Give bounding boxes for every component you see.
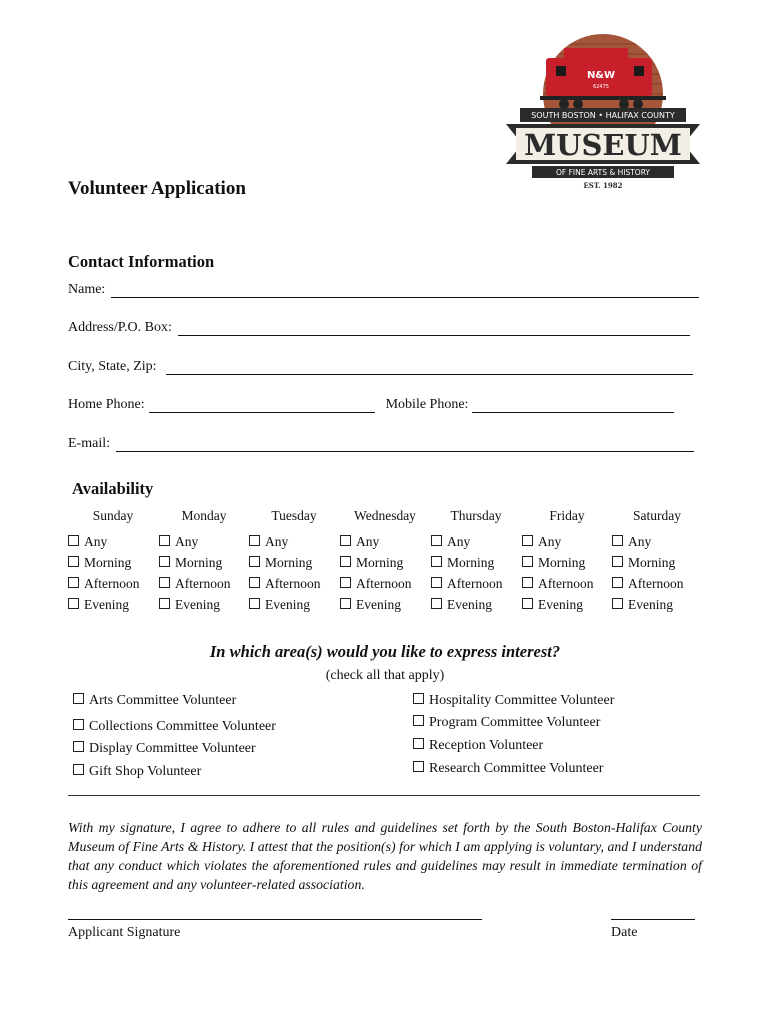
- checkbox-icon[interactable]: [159, 535, 170, 546]
- home-phone-field[interactable]: [149, 398, 375, 413]
- checkbox-icon[interactable]: [522, 598, 533, 609]
- checkbox-icon[interactable]: [413, 715, 424, 726]
- checkbox-option[interactable]: Morning: [612, 555, 702, 576]
- checkbox-icon[interactable]: [249, 556, 260, 567]
- email-label: E-mail:: [68, 436, 110, 451]
- day-name: Monday: [181, 508, 227, 523]
- checkbox-icon[interactable]: [431, 577, 442, 588]
- checkbox-icon[interactable]: [612, 556, 623, 567]
- day-column-monday: [159, 508, 249, 618]
- day-column-sunday: [68, 508, 158, 618]
- checkbox-icon[interactable]: [431, 535, 442, 546]
- checkbox-option[interactable]: Afternoon: [522, 576, 612, 597]
- address-field[interactable]: [178, 321, 690, 336]
- interest-option[interactable]: Display Committee Volunteer: [73, 741, 256, 757]
- checkbox-icon[interactable]: [612, 598, 623, 609]
- svg-text:SOUTH BOSTON • HALIFAX COUNTY: SOUTH BOSTON • HALIFAX COUNTY: [531, 111, 675, 120]
- checkbox-icon[interactable]: [522, 577, 533, 588]
- checkbox-option[interactable]: Morning: [340, 555, 430, 576]
- interest-option[interactable]: Hospitality Committee Volunteer: [413, 693, 614, 709]
- city-label: City, State, Zip:: [68, 359, 157, 374]
- checkbox-icon[interactable]: [159, 598, 170, 609]
- email-field[interactable]: [116, 437, 694, 452]
- checkbox-option[interactable]: Evening: [340, 597, 430, 618]
- checkbox-icon[interactable]: [522, 556, 533, 567]
- svg-text:EST. 1982: EST. 1982: [583, 181, 623, 190]
- section-divider: [68, 795, 700, 796]
- name-row: [68, 282, 699, 298]
- availability-heading: Availability: [72, 479, 154, 498]
- attestation-text: With my signature, I agree to adhere to all rules and guidelines set forth by the South Boston-Halifax County Museum of Fine Arts & History. I attest that the position(s) for which I am applying is voluntary, and I understand that any conduct which violates the aforementioned rules and guidelines may result in immediate termination of this agreement and any volunteer-related association.: [68, 820, 702, 892]
- checkbox-icon[interactable]: [159, 556, 170, 567]
- day-name: Wednesday: [354, 508, 416, 523]
- checkbox-option[interactable]: Morning: [159, 555, 249, 576]
- day-column-saturday: [612, 508, 702, 618]
- home-phone-label: Home Phone:: [68, 397, 145, 412]
- checkbox-icon[interactable]: [522, 535, 533, 546]
- svg-text:N&W: N&W: [586, 70, 616, 81]
- checkbox-option[interactable]: Afternoon: [249, 576, 339, 597]
- day-name: Sunday: [92, 508, 134, 523]
- checkbox-option[interactable]: Afternoon: [68, 576, 158, 597]
- name-field[interactable]: [111, 283, 699, 298]
- checkbox-option[interactable]: Any: [249, 534, 339, 555]
- checkbox-icon[interactable]: [73, 719, 84, 730]
- checkbox-icon[interactable]: [249, 535, 260, 546]
- checkbox-icon[interactable]: [431, 598, 442, 609]
- city-row: [68, 359, 693, 375]
- day-name: Saturday: [633, 508, 681, 523]
- day-column-tuesday: [249, 508, 339, 618]
- checkbox-icon[interactable]: [249, 577, 260, 588]
- checkbox-option[interactable]: Any: [68, 534, 158, 555]
- signature-line[interactable]: [68, 919, 482, 920]
- svg-text:OF FINE ARTS & HISTORY: OF FINE ARTS & HISTORY: [555, 168, 651, 177]
- checkbox-option[interactable]: Any: [612, 534, 702, 555]
- checkbox-option[interactable]: Any: [159, 534, 249, 555]
- checkbox-icon[interactable]: [413, 761, 424, 772]
- checkbox-option[interactable]: Any: [340, 534, 430, 555]
- checkbox-option[interactable]: Evening: [431, 597, 521, 618]
- checkbox-option[interactable]: Morning: [68, 555, 158, 576]
- phone-row: [68, 397, 674, 413]
- name-label: Name:: [68, 282, 106, 297]
- day-column-thursday: [431, 508, 521, 618]
- checkbox-icon[interactable]: [612, 535, 623, 546]
- checkbox-icon[interactable]: [73, 764, 84, 775]
- checkbox-option[interactable]: Afternoon: [431, 576, 521, 597]
- interest-option[interactable]: Gift Shop Volunteer: [73, 764, 201, 780]
- day-column-friday: [522, 508, 612, 618]
- interest-note: (check all that apply): [325, 668, 445, 683]
- address-row: [68, 320, 690, 336]
- day-name: Friday: [549, 508, 585, 523]
- mobile-phone-label: Mobile Phone:: [385, 397, 469, 412]
- checkbox-icon[interactable]: [73, 741, 84, 752]
- checkbox-icon[interactable]: [413, 738, 424, 749]
- checkbox-option[interactable]: Evening: [68, 597, 158, 618]
- checkbox-option[interactable]: Afternoon: [159, 576, 249, 597]
- city-field[interactable]: [166, 360, 693, 375]
- svg-text:62475: 62475: [593, 84, 609, 90]
- checkbox-option[interactable]: Afternoon: [340, 576, 430, 597]
- email-row: [68, 436, 694, 452]
- checkbox-option[interactable]: Afternoon: [612, 576, 702, 597]
- checkbox-option[interactable]: Morning: [431, 555, 521, 576]
- museum-logo: [506, 34, 700, 192]
- interest-option[interactable]: Collections Committee Volunteer: [73, 719, 276, 735]
- svg-text:MUSEUM: MUSEUM: [524, 128, 682, 162]
- date-line[interactable]: [611, 919, 695, 920]
- interest-option[interactable]: Reception Volunteer: [413, 738, 543, 754]
- checkbox-option[interactable]: Evening: [612, 597, 702, 618]
- contact-heading: Contact Information: [68, 252, 215, 271]
- checkbox-icon[interactable]: [159, 577, 170, 588]
- day-name: Tuesday: [271, 508, 317, 523]
- checkbox-option[interactable]: Morning: [522, 555, 612, 576]
- checkbox-option[interactable]: Evening: [522, 597, 612, 618]
- checkbox-icon[interactable]: [68, 556, 79, 567]
- checkbox-icon[interactable]: [68, 535, 79, 546]
- checkbox-icon[interactable]: [249, 598, 260, 609]
- checkbox-icon[interactable]: [612, 577, 623, 588]
- checkbox-option[interactable]: Evening: [159, 597, 249, 618]
- checkbox-icon[interactable]: [340, 598, 351, 609]
- checkbox-icon[interactable]: [73, 693, 84, 704]
- interest-option[interactable]: Arts Committee Volunteer: [73, 693, 236, 709]
- interest-question: In which area(s) would you like to express interest?: [209, 642, 561, 661]
- date-label: Date: [611, 925, 638, 940]
- checkbox-icon[interactable]: [340, 535, 351, 546]
- checkbox-icon[interactable]: [413, 693, 424, 704]
- page-title: Volunteer Application: [68, 178, 246, 199]
- day-name: Thursday: [450, 508, 502, 523]
- checkbox-icon[interactable]: [340, 556, 351, 567]
- mobile-phone-field[interactable]: [472, 398, 674, 413]
- interest-option[interactable]: Research Committee Volunteer: [413, 761, 603, 777]
- checkbox-icon[interactable]: [68, 598, 79, 609]
- checkbox-option[interactable]: Evening: [249, 597, 339, 618]
- address-label: Address/P.O. Box:: [68, 320, 172, 335]
- checkbox-option[interactable]: Any: [431, 534, 521, 555]
- checkbox-option[interactable]: Morning: [249, 555, 339, 576]
- interest-option[interactable]: Program Committee Volunteer: [413, 715, 600, 731]
- checkbox-icon[interactable]: [68, 577, 79, 588]
- checkbox-option[interactable]: Any: [522, 534, 612, 555]
- checkbox-icon[interactable]: [431, 556, 442, 567]
- signature-label: Applicant Signature: [68, 925, 181, 940]
- checkbox-icon[interactable]: [340, 577, 351, 588]
- day-column-wednesday: [340, 508, 430, 618]
